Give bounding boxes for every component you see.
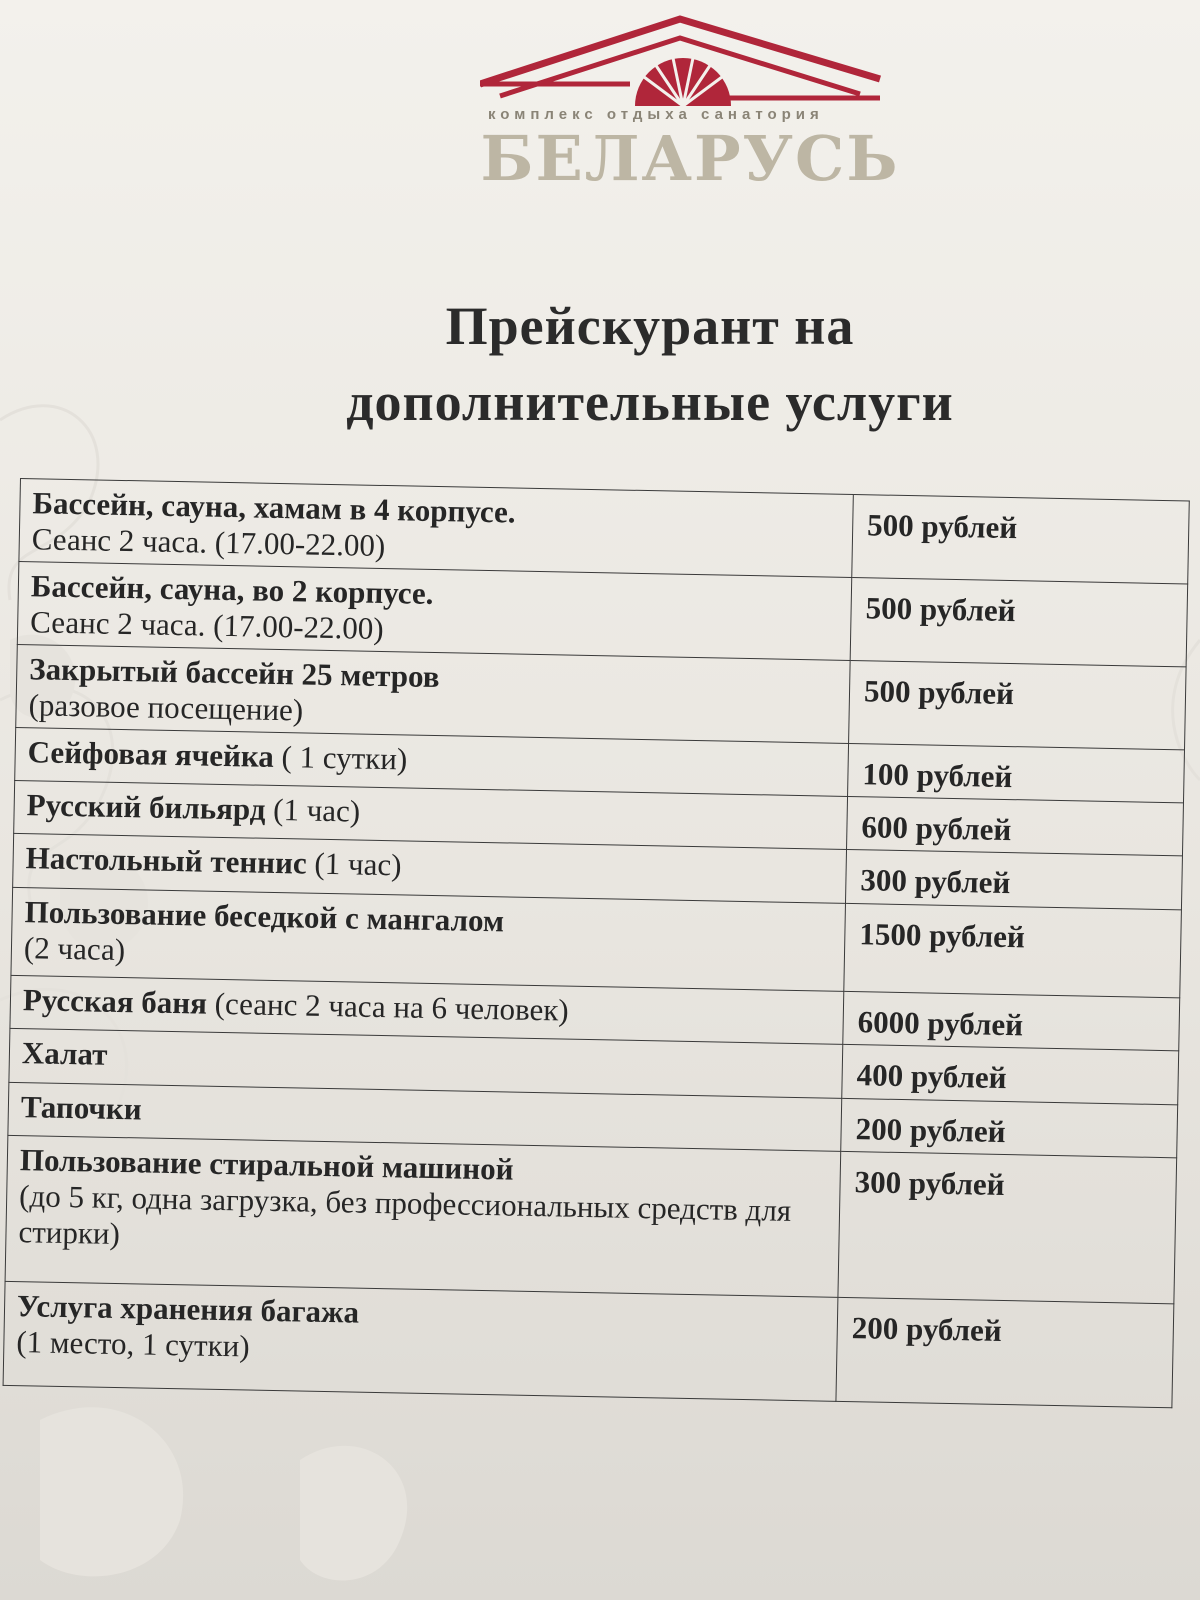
- logo-tagline: комплекс отдыха санатория: [488, 106, 824, 123]
- service-cell: [3, 1281, 838, 1401]
- price-cell: 400 рублей: [842, 1044, 1179, 1104]
- page-title: [250, 288, 1050, 440]
- price-table: [3, 478, 1190, 1408]
- service-cell: [16, 644, 850, 743]
- service-cell: [17, 561, 851, 660]
- service-inline-detail: ( 1 сутки): [273, 738, 408, 777]
- service-name: Халат: [21, 1035, 108, 1072]
- service-detail: (2 часа): [23, 930, 126, 968]
- service-detail: Сеанс 2 часа. (17.00-22.00): [31, 521, 386, 564]
- service-detail: (до 5 кг, одна загрузка, без профессиональных средств для стирки): [18, 1178, 792, 1252]
- service-name: Сейфовая ячейка: [27, 734, 275, 774]
- service-inline-detail: (1 час): [265, 791, 361, 829]
- price-cell: 1500 рублей: [844, 903, 1182, 997]
- page-title-line2: дополнительные услуги: [346, 372, 954, 432]
- price-cell: 300 рублей: [838, 1151, 1177, 1303]
- service-name: Бассейн, сауна, хамам в 4 корпусе.: [32, 485, 516, 530]
- service-name: Пользование стиральной машиной: [19, 1142, 514, 1187]
- price-cell: 600 рублей: [847, 796, 1184, 855]
- service-detail: (разовое посещение): [28, 687, 304, 728]
- price-cell: 200 рублей: [836, 1297, 1174, 1407]
- service-name: Закрытый бассейн 25 метров: [29, 651, 440, 695]
- service-cell: [19, 479, 853, 578]
- service-name: Русская баня: [22, 982, 208, 1021]
- logo-name: БЕЛАРУСЬ: [480, 122, 900, 195]
- price-cell: 500 рублей: [852, 495, 1190, 584]
- service-name: Пользование беседкой с мангалом: [24, 894, 505, 939]
- service-detail: (1 место, 1 сутки): [16, 1324, 250, 1364]
- price-cell: 6000 рублей: [843, 991, 1180, 1050]
- table-row: [3, 1281, 1174, 1407]
- service-name: Бассейн, сауна, во 2 корпусе.: [30, 568, 434, 611]
- service-cell: [11, 887, 846, 991]
- price-table-wrapper: [3, 478, 1200, 1408]
- price-cell: 500 рублей: [850, 577, 1188, 666]
- service-inline-detail: (1 час): [306, 845, 402, 883]
- price-cell: 200 рублей: [841, 1098, 1178, 1157]
- price-cell: 300 рублей: [845, 849, 1182, 909]
- service-name: Тапочки: [20, 1089, 143, 1127]
- service-detail: Сеанс 2 часа. (17.00-22.00): [29, 604, 385, 647]
- table-row: [5, 1135, 1177, 1303]
- service-name: Русский бильярд: [26, 787, 266, 827]
- logo: [480, 14, 910, 234]
- service-name: Настольный теннис: [25, 840, 308, 881]
- service-inline-detail: (сеанс 2 часа на 6 человек): [206, 985, 570, 1028]
- service-cell: [5, 1135, 841, 1297]
- price-cell: 500 рублей: [849, 660, 1187, 749]
- page-title-line1: Прейскурант на: [445, 296, 855, 356]
- service-name: Услуга хранения багажа: [16, 1288, 360, 1330]
- price-cell: 100 рублей: [848, 743, 1185, 802]
